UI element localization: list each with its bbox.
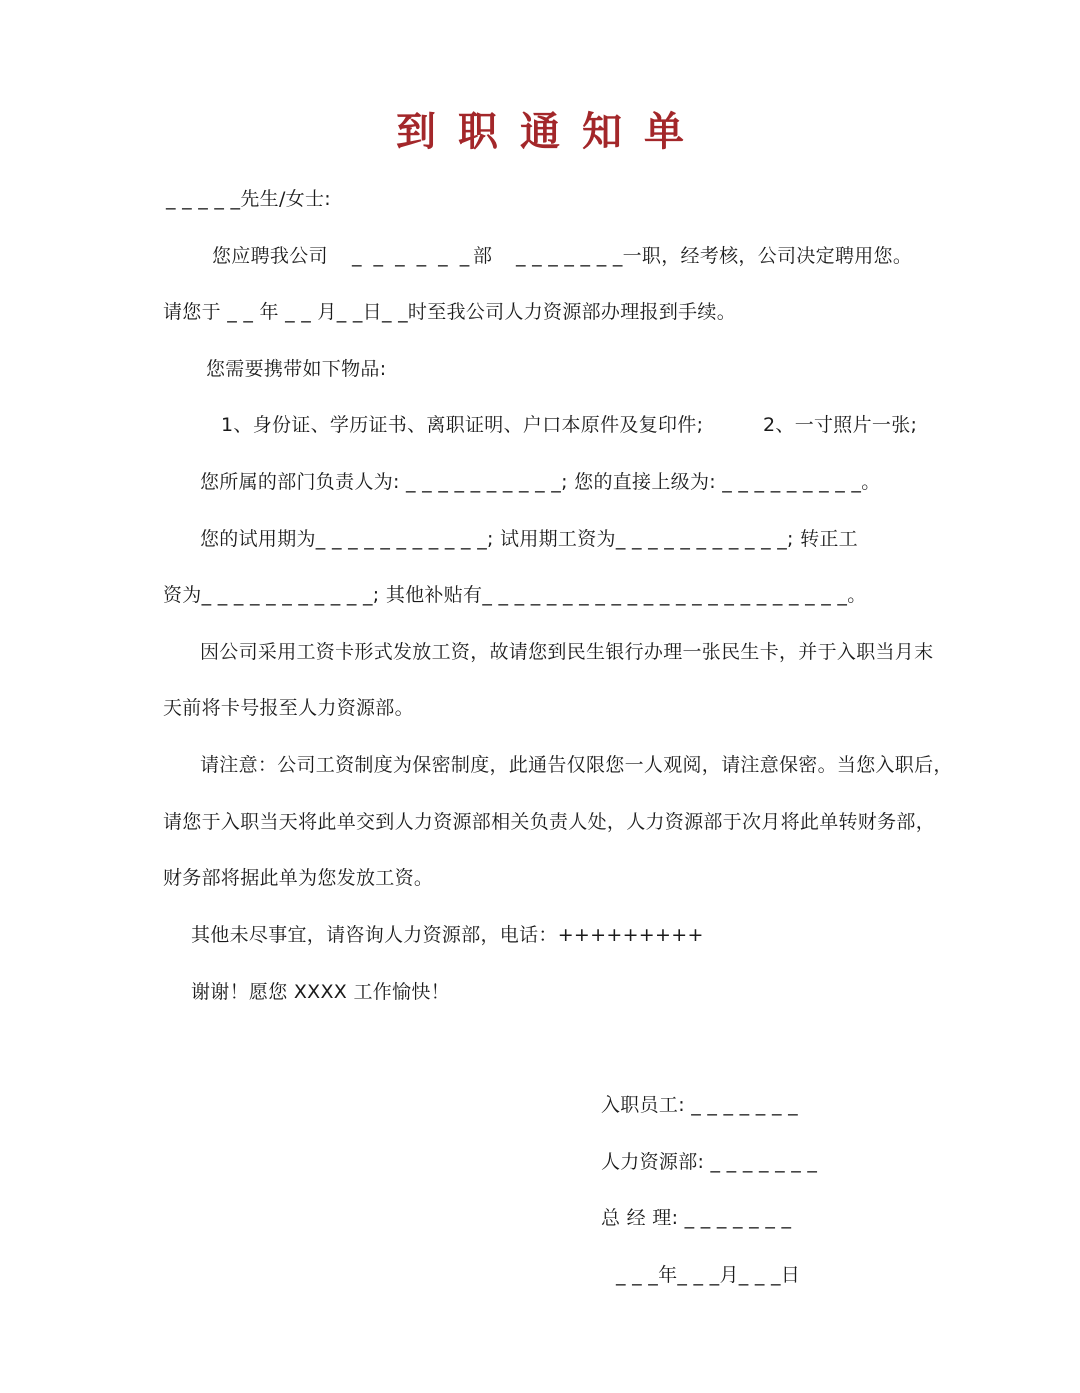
confidential-note-3: 财务部将据此单为您发放工资。 <box>163 867 434 889</box>
signature-date: _ _ _年_ _ _月_ _ _日 <box>616 1264 801 1286</box>
signature-employee: 入职员工: _ _ _ _ _ _ _ <box>601 1094 798 1116</box>
offer-department-blank: _ _ _ _ _ _ <box>352 245 473 267</box>
confidential-note-2: 请您于入职当天将此单交到人力资源部相关负责人处，人力资源部于次月将此单转财务部， <box>163 811 936 833</box>
salary-line-1: 您的试用期为_ _ _ _ _ _ _ _ _ _ _; 试用期工资为_ _ _ _ _ _ _ _ _ _ _; 转正工 <box>200 528 858 550</box>
salary-line-2: 资为_ _ _ _ _ _ _ _ _ _ _; 其他补贴有_ _ _ _ _ _ _ _ _ _ _ _ _ _ _ _ _ _ _ _ _ _ _。 <box>163 584 867 606</box>
item-documents: 1、身份证、学历证书、离职证明、户口本原件及复印件; <box>221 414 704 436</box>
offer-position-line: _ _ _ _ _ _ _一职，经考核，公司决定聘用您。 <box>516 245 913 267</box>
managers-line: 您所属的部门负责人为: _ _ _ _ _ _ _ _ _ _; 您的直接上级为: _ _ _ _ _ _ _ _ _。 <box>200 471 881 493</box>
report-date-line: 请您于 _ _ 年 _ _ 月_ _日_ _时至我公司人力资源部办理报到手续。 <box>163 301 737 323</box>
items-heading: 您需要携带如下物品: <box>206 358 387 380</box>
document-title: 到职通知单 <box>396 109 706 155</box>
salutation: _ _ _ _ _先生/女士: <box>166 188 331 210</box>
offer-department-label: 部 <box>473 245 493 267</box>
contact-line: 其他未尽事宜，请咨询人力资源部，电话：+++++++++ <box>191 924 704 946</box>
item-photo: 2、一寸照片一张; <box>763 414 918 436</box>
signature-hr: 人力资源部: _ _ _ _ _ _ _ <box>601 1151 818 1173</box>
bank-line-1: 因公司采用工资卡形式发放工资，故请您到民生银行办理一张民生卡，并于入职当月末 <box>200 641 934 663</box>
signature-gm: 总 经 理: _ _ _ _ _ _ _ <box>601 1207 792 1229</box>
offer-line-start: 您应聘我公司 <box>212 245 328 267</box>
thanks-line: 谢谢！愿您 XXXX 工作愉快！ <box>191 981 450 1003</box>
bank-line-2: 天前将卡号报至人力资源部。 <box>163 697 414 719</box>
confidential-note-1: 请注意：公司工资制度为保密制度，此通告仅限您一人观阅，请注意保密。当您入职后， <box>200 754 953 776</box>
